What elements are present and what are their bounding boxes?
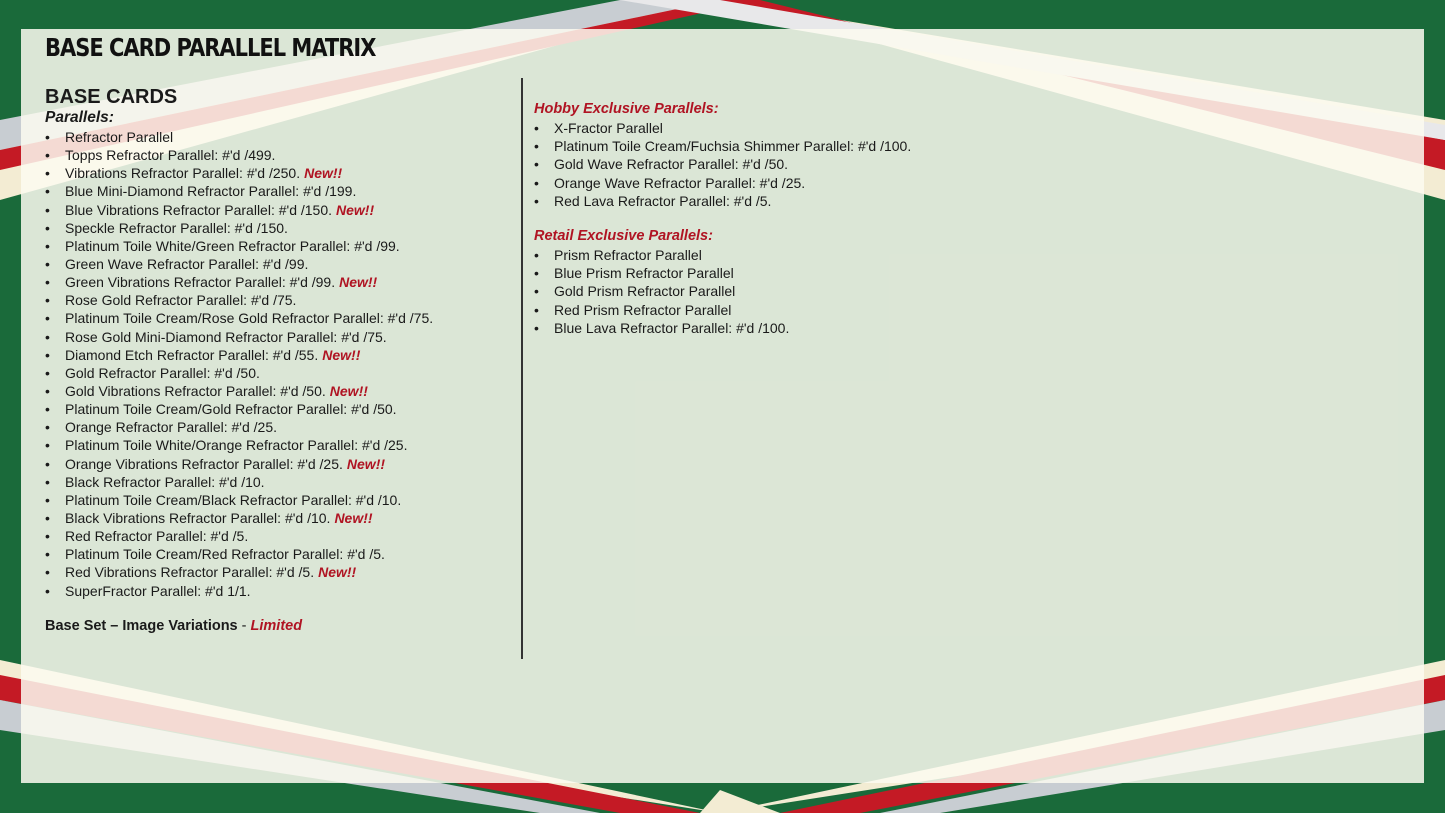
parallels-heading: Parallels:: [45, 109, 114, 126]
list-item: [534, 301, 789, 319]
list-item: [45, 291, 433, 309]
list-item: [534, 264, 789, 282]
new-badge: New!!: [318, 564, 357, 581]
new-badge: New!!: [304, 165, 343, 182]
list-item-text: Gold Refractor Parallel: #'d /50.: [65, 364, 260, 381]
list-item-text: Orange Wave Refractor Parallel: #'d /25.: [554, 174, 806, 191]
list-item-text: Red Refractor Parallel: #'d /5.: [65, 528, 249, 545]
list-item-text: Orange Vibrations Refractor Parallel: #'d /25.: [65, 455, 343, 472]
list-item: [45, 328, 433, 346]
list-item: [45, 563, 433, 581]
list-item: [45, 273, 433, 291]
list-item-text: Platinum Toile Cream/Gold Refractor Parallel: #'d /50.: [65, 401, 397, 418]
list-item: [534, 246, 789, 264]
image-variations-separator: -: [237, 618, 251, 634]
page-title: BASE CARD PARALLEL MATRIX: [45, 33, 376, 62]
list-item-text: Prism Refractor Parallel: [554, 247, 702, 263]
list-item-text: X-Fractor Parallel: [554, 120, 663, 136]
list-item-text: Red Prism Refractor Parallel: [554, 301, 732, 318]
new-badge: New!!: [329, 382, 368, 399]
retail-heading: Retail Exclusive Parallels:: [534, 228, 713, 244]
list-item-text: Refractor Parallel: [65, 129, 174, 145]
list-item-text: Green Vibrations Refractor Parallel: #'d /99.: [65, 274, 336, 291]
new-badge: New!!: [346, 455, 386, 472]
list-item-text: Green Wave Refractor Parallel: #'d /99.: [65, 255, 309, 272]
list-item: [45, 201, 433, 219]
list-item: [534, 282, 789, 300]
new-badge: New!!: [334, 509, 373, 526]
list-item-text: Red Lava Refractor Parallel: #'d /5.: [554, 192, 772, 209]
section-title: BASE CARDS: [45, 86, 178, 108]
list-item: [45, 491, 433, 509]
image-variations-line: [45, 618, 302, 634]
list-item-text: Topps Refractor Parallel: #'d /499.: [65, 147, 276, 164]
list-item: [45, 473, 433, 491]
retail-list: [534, 246, 789, 337]
list-item: [45, 436, 433, 454]
list-item-text: Gold Prism Refractor Parallel: [554, 283, 736, 300]
new-badge: New!!: [339, 274, 378, 291]
list-item: [45, 400, 433, 418]
new-badge: New!!: [322, 346, 361, 363]
list-item: [534, 119, 911, 137]
limited-label: Limited: [250, 618, 303, 634]
list-item: [45, 455, 433, 473]
list-item-text: SuperFractor Parallel: #'d 1/1.: [65, 582, 251, 599]
list-item-text: Platinum Toile White/Green Refractor Parallel: #'d /99.: [65, 237, 400, 254]
list-item: [45, 128, 433, 146]
list-item: [45, 219, 433, 237]
list-item: [45, 146, 433, 164]
list-item-text: Blue Prism Refractor Parallel: [554, 265, 734, 282]
list-item: [45, 237, 433, 255]
list-item-text: Platinum Toile White/Orange Refractor Parallel: #'d /25.: [65, 437, 408, 454]
list-item-text: Red Vibrations Refractor Parallel: #'d /5.: [65, 564, 315, 581]
list-item-text: Black Refractor Parallel: #'d /10.: [65, 473, 265, 490]
hobby-list: [534, 119, 911, 210]
list-item: [534, 155, 911, 173]
list-item-text: Platinum Toile Cream/Fuchsia Shimmer Parallel: #'d /100.: [554, 138, 912, 155]
list-item: [534, 137, 911, 155]
list-item: [45, 509, 433, 527]
list-item-text: Rose Gold Refractor Parallel: #'d /75.: [65, 292, 297, 309]
list-item-text: Black Vibrations Refractor Parallel: #'d /10.: [65, 509, 331, 526]
list-item: [45, 346, 433, 364]
list-item-text: Orange Refractor Parallel: #'d /25.: [65, 419, 278, 436]
list-item: [45, 382, 433, 400]
list-item-text: Blue Lava Refractor Parallel: #'d /100.: [554, 319, 790, 336]
list-item: [45, 582, 433, 600]
list-item: [45, 364, 433, 382]
list-item: [45, 182, 433, 200]
list-item-text: Gold Wave Refractor Parallel: #'d /50.: [554, 156, 789, 173]
column-divider: [521, 78, 523, 659]
list-item: [534, 192, 911, 210]
list-item-text: Platinum Toile Cream/Red Refractor Parallel: #'d /5.: [65, 546, 385, 563]
list-item-text: Platinum Toile Cream/Black Refractor Parallel: #'d /10.: [65, 491, 402, 508]
list-item: [45, 418, 433, 436]
new-badge: New!!: [336, 201, 375, 218]
list-item-text: Speckle Refractor Parallel: #'d /150.: [65, 219, 288, 236]
hobby-heading: Hobby Exclusive Parallels:: [534, 101, 719, 117]
list-item-text: Platinum Toile Cream/Rose Gold Refractor Parallel: #'d /75.: [65, 310, 434, 327]
list-item-text: Blue Vibrations Refractor Parallel: #'d /150.: [65, 201, 333, 218]
list-item: [534, 319, 789, 337]
image-variations-label: Base Set – Image Variations: [45, 618, 238, 634]
list-item: [45, 255, 433, 273]
list-item: [534, 174, 911, 192]
list-item: [45, 545, 433, 563]
list-item-text: Vibrations Refractor Parallel: #'d /250.: [65, 165, 301, 182]
list-item-text: Blue Mini-Diamond Refractor Parallel: #'d /199.: [65, 183, 357, 200]
parallels-list: [45, 128, 433, 600]
list-item: [45, 527, 433, 545]
list-item: [45, 164, 433, 182]
list-item-text: Diamond Etch Refractor Parallel: #'d /55.: [65, 346, 319, 363]
list-item: [45, 309, 433, 327]
list-item-text: Gold Vibrations Refractor Parallel: #'d /50.: [65, 382, 326, 399]
list-item-text: Rose Gold Mini-Diamond Refractor Parallel: #'d /75.: [65, 328, 387, 345]
